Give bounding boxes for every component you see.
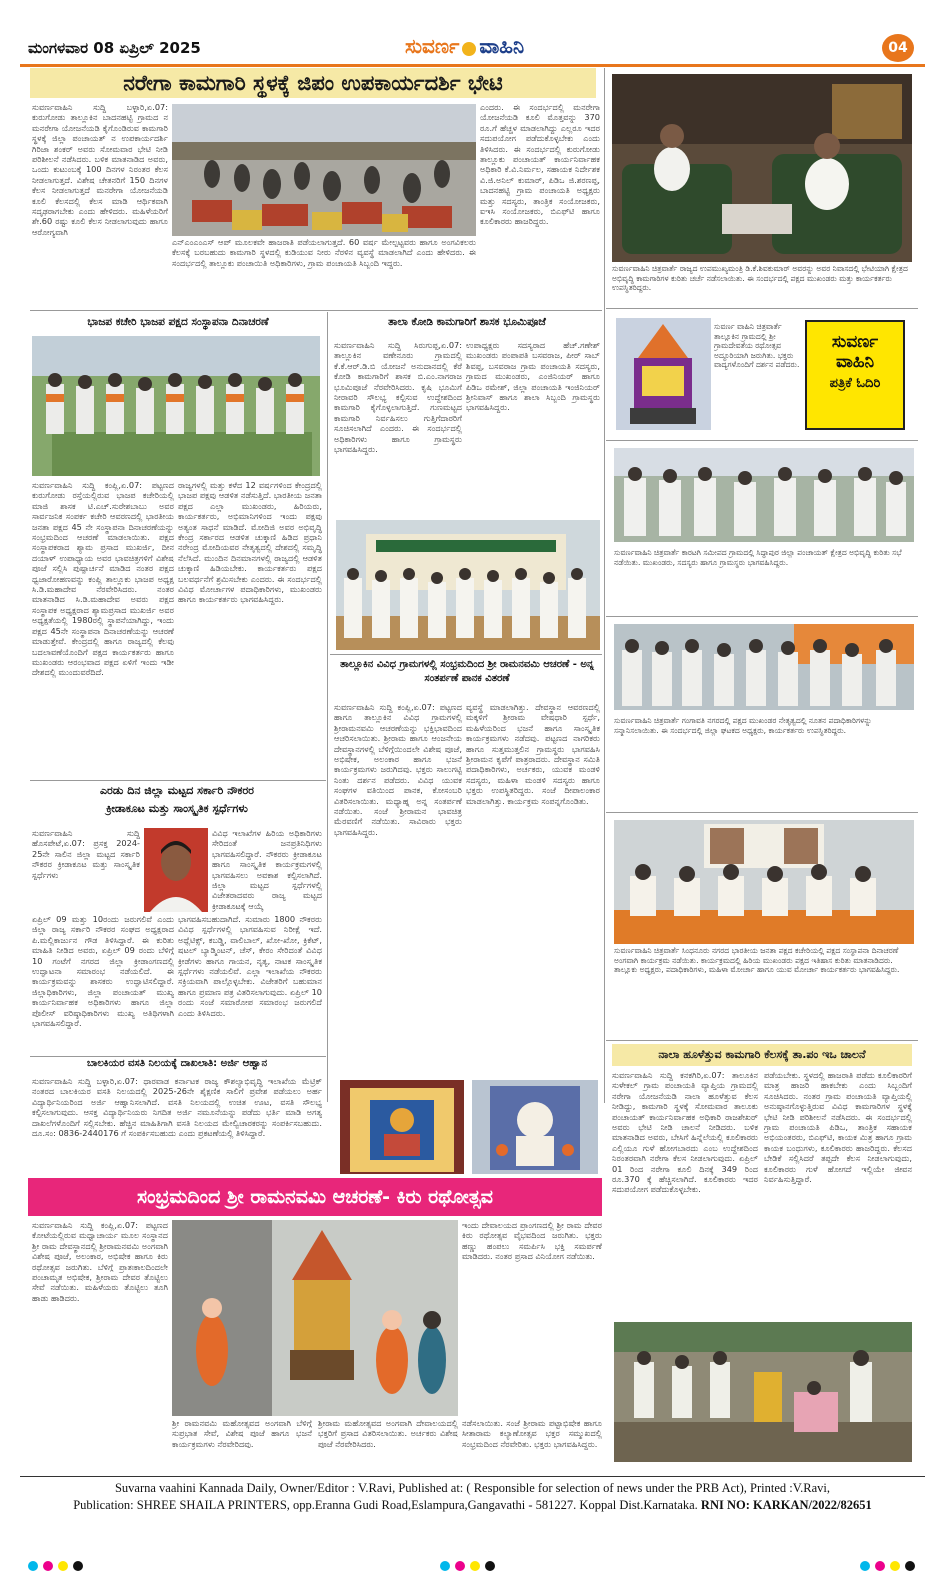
sports-beside: ವಿವಿಧ ಇಲಾಖೆಗಳ ಹಿರಿಯ ಅಧಿಕಾರಿಗಳು ಸೇರಿದಂತೆ ಜನಪ್ರತಿನಿಧಿಗಳು ಭಾಗವಹಿಸಲಿದ್ದಾರೆ. ನೌಕರರು ಕ್ರೀಡಾಕೂಟ ಹಾಗೂ ಸಾಂಸ್ಕೃತಿಕ ಕಾರ್ಯಕ್ರಮಗಳಲ್ಲಿ ಭಾಗವಹಿಸಲು ಅವಕಾಶ ಕಲ್ಪಿಸಲಾಗಿದೆ. ಜಿಲ್ಲಾ ಮಟ್ಟದ ಸ್ಪರ್ಧೆಗಳಲ್ಲಿ ವಿಜೇತರಾದವರು ರಾಜ್ಯ ಮಟ್ಟದ ಕ್ರೀಡಾಕೂಟಕ್ಕೆ ಆಯ್ಕೆ — [212, 828, 322, 911]
sports-right-text: ಭಾಗವಹಿಸಬಹುದಾಗಿದೆ. ಸುಮಾರು 1800 ನೌಕರರು ವಿವಿಧ ಸ್ಪರ್ಧೆಗಳಲ್ಲಿ ಭಾಗವಹಿಸುವ ನಿರೀಕ್ಷೆ ಇದೆ. ಅಥ್ಲೆಟಿಕ್ಸ್, ಕಬಡ್ಡಿ, ವಾಲಿಬಾಲ್, ಖೋ-ಖೋ, ಕ್ರಿಕೆಟ್, ಷಟಲ್ ಬ್ಯಾಡ್ಮಿಂಟನ್, ಚೆಸ್, ಕೇರಂ ಸೇರಿದಂತೆ ವಿವಿಧ ಕ್ರೀಡೆಗಳು ಹಾಗೂ ಗಾಯನ, ನೃತ್ಯ, ನಾಟಕ ಸಾಂಸ್ಕೃತಿಕ ಸ್ಪರ್ಧೆಗಳು ನಡೆಯಲಿವೆ. ಎಲ್ಲಾ ಇಲಾಖೆಯ ನೌಕರರು ಸಕ್ರಿಯವಾಗಿ ಪಾಲ್ಗೊಳ್ಳಬೇಕು. ವಿಜೇತರಿಗೆ ಬಹುಮಾನ ಹಾಗೂ ಪ್ರಮಾಣ ಪತ್ರ ವಿತರಿಸಲಾಗುವುದು. ಏಪ್ರಿಲ್ 10 ರಂದು ಸಂಜೆ ಸಮಾರೋಪ ಸಮಾರಂಭ ಜರುಗಲಿದೆ ಎಂದು ತಿಳಿಸಿದರು. — [178, 914, 322, 1018]
canal-headline: ನಾಲಾ ಹೂಳೆತ್ತುವ ಕಾಮಗಾರಿ ಕೆಲಸಕ್ಕೆ ತಾ.ಪಂ ಇಒ ಚಾಲನೆ — [658, 1048, 866, 1061]
sports-headline — [30, 784, 324, 822]
story1-caption: ಎನ್‍ಎಂಎಂಎಸ್ ಆಪ್ ಮೂಲಕವೇ ಹಾಜರಾತಿ ಪಡೆಯಲಾಗುತ್ತದೆ. 60 ವರ್ಷ ಮೇಲ್ಪಟ್ಟವರು ಹಾಗೂ ಅಂಗವಿಕಲರು ಕೆಲಸಕ್ಕೆ ಬರಬಹುದು ಕಾಮಗಾರಿ ಸ್ಥಳದಲ್ಲಿ ಕುಡಿಯುವ ನೀರು ನೆರಳಿನ ವ್ಯವಸ್ಥೆ ಮಾಡಲಾಗಿದೆ ಎಂದು ಹೇಳಿದರು. ಈ ಸಂದರ್ಭದಲ್ಲಿ ತಾಲ್ಲೂಕು ಪಂಚಾಯಿತಿ ಅಧಿಕಾರಿಗಳು, ಗ್ರಾಮ ಪಂಚಾಯತಿ ಸಿಬ್ಬಂದಿ ಇದ್ದರು. — [172, 237, 476, 268]
chariot-photo — [616, 318, 711, 430]
bjp-right-text: ರಾಜ್ಯಗಳಲ್ಲಿ ಮತ್ತು ಕಳೆದ 12 ವರ್ಷಗಳಿಂದ ಕೇಂದ್ರದಲ್ಲಿ ಭಾಜಪ ಪಕ್ಷವು ಆಡಳಿತ ನಡೆಸುತ್ತಿದೆ. ಭಾರತೀಯ ಜನತಾ ಪಕ್ಷದ ಎಲ್ಲಾ ಮುಖಂಡರು, ಹಿರಿಯರು, ಕಾರ್ಯಕರ್ತರು, ಅಭಿಮಾನಿಗಳಿಂದ ಇಂದು ಪಕ್ಷವು ಅತ್ಯಂತ ಸಾಧನೆ ಮಾಡಿದೆ. ಮೋದಿಜಿ ಅವರ ಅಭಿವೃದ್ಧಿ ಕೇಂದ್ರ ಸರ್ಕಾರದ ಆಡಳಿತ ಚುಕ್ಕಾಣಿ ಹಿಡಿದ ಪ್ರಧಾನಿ ನರೇಂದ್ರ ಮೋದಿಯವರ ನೇತೃತ್ವದಲ್ಲಿ ದೇಶದಲ್ಲಿ ಸಮೃದ್ಧಿ ನೆಲೆಸಿದೆ. ಮುಂದಿನ ದಿನಮಾನಗಳಲ್ಲಿ ರಾಜ್ಯದಲ್ಲಿ ಆಡಳಿತ ಚುಕ್ಕಾಣಿ ಹಿಡಿಯಬೇಕು. ಕಾರ್ಯಕರ್ತರು ಪಕ್ಷದ ಬಲವರ್ಧನೆಗೆ ಶ್ರಮಿಸಬೇಕು ಎಂದರು. ಈ ಸಂದರ್ಭದಲ್ಲಿ ವಿವಿಧ ಮೋರ್ಚಾಗಳ ಪದಾಧಿಕಾರಿಗಳು, ಮುಖಂಡರು ಹಾಗೂ ಕಾರ್ಯಕರ್ತರು ಭಾಗವಹಿಸಿದ್ದರು. — [178, 480, 322, 605]
footer-rni: RNI NO: KARKAN/2022/82651 — [700, 1498, 872, 1512]
rama1-headline-text: ತಾಲ್ಲೂಕಿನ ವಿವಿಧ ಗ್ರಾಮಗಳಲ್ಲಿ ಸಂಭ್ರಮದಿಂದ ಶ್ರೀ ರಾಮನವಮಿ ಆಚರಣೆ - ಅನ್ನ ಸಂತರ್ಪಣೆ ಪಾನಕ ವಿತರಣೆ — [340, 659, 594, 684]
main-headline-banner — [30, 68, 596, 98]
sports-headline-line1: ಎರಡು ದಿನ ಜಿಲ್ಲಾ ಮಟ್ಟದ ಸರ್ಕಾರಿ ನೌಕರರ — [100, 784, 254, 797]
bhoomi-pooja-photo — [336, 520, 600, 650]
canal-left-text: ಸುವರ್ಣವಾಹಿನಿ ಸುದ್ದಿ ಕನಕಗಿರಿ,ಏ.07: ತಾಲೂಕಿನ ಸುಳೇಕಲ್ ಗ್ರಾಮ ಪಂಚಾಯತಿ ವ್ಯಾಪ್ತಿಯ ಗ್ರಾಮದಲ್ಲಿ ನರೇಗಾ ಯೋಜನೆಯಡಿ ನಾಲಾ ಹೂಳೆತ್ತುವ ಕೆಲಸ ನೀಡಿದ್ದು, ಕಾಮಗಾರಿ ಸ್ಥಳಕ್ಕೆ ಸೋಮವಾರ ತಾಲೂಕು ಪಂಚಾಯತ್ ಕಾರ್ಯನಿರ್ವಾಹಕ ಅಧಿಕಾರಿ ರಾಜಶೇಖರ್ ಅವರು ಭೇಟಿ ನೀಡಿ ಚಾಲನೆ ನೀಡಿದರು. ಬಳಿಕ ಮಾತನಾಡಿದ ಅವರು, ಬೇಸಿಗೆ ಹಿನ್ನೆಲೆಯಲ್ಲಿ ಕೂಲಿಕಾರರು ಎಲ್ಲಿಯೂ ಗುಳೆ ಹೋಗಬಾರದು ಎಂಬ ಉದ್ದೇಶದಿಂದ ನಿರಂತರವಾಗಿ ನರೇಗಾ ಕೆಲಸ ನೀಡಲಾಗುವುದು. ಏಪ್ರಿಲ್ 01 ರಿಂದ ನರೇಗಾ ಕೂಲಿ ದಿನಕ್ಕೆ 349 ರಿಂದ ರೂ.370 ಕ್ಕೆ ಹೆಚ್ಚಿಸಲಾಗಿದೆ. ಕೂಲಿಕಾರರು ಇದರ ಸದುಪಯೋಗ ಪಡೆದುಕೊಳ್ಳಬೇಕು. — [612, 1070, 758, 1195]
cm-meeting-caption: ಸುವರ್ಣವಾಹಿನಿ ಚಿತ್ರವಾರ್ತೆ ರಾಜ್ಯದ ಉಪಮುಖ್ಯಮಂತ್ರಿ ಡಿ.ಕೆ.ಶಿವಕುಮಾರ್ ಅವರನ್ನು ಅವರ ನಿವಾಸದಲ್ಲಿ ಭೇಟಿಯಾಗಿ ಕ್ಷೇತ್ರದ ಅಭಿವೃದ್ಧಿ ಕಾಮಗಾರಿಗಳ ಕುರಿತು ಚರ್ಚೆ ನಡೆಸಲಾಯಿತು. ಈ ಸಂದರ್ಭದಲ್ಲಿ ಪಕ್ಷದ ಮುಖಂಡರು ಮತ್ತು ಕಾರ್ಯಕರ್ತರು ಉಪಸ್ಥಿತರಿದ್ದರು. — [612, 264, 908, 293]
rama2-caption-left: ಶ್ರೀ ರಾಮನವಮಿ ಮಹೋತ್ಸವದ ಅಂಗವಾಗಿ ಬೆಳಿಗ್ಗೆ ಸುಪ್ರಭಾತ ಸೇವೆ, ವಿಶೇಷ ಪೂಜೆ ಹಾಗೂ ಭಜನೆ ಕಾರ್ಯಕ್ರಮಗಳು ನೆರವೇರಿದವು. — [172, 1418, 312, 1449]
temple-caption: ಸುವರ್ಣ ವಾಹಿನಿ ಚಿತ್ರವಾರ್ತೆ ತಾಲ್ಲೂಕಿನ ಗ್ರಾಮದಲ್ಲಿ ಶ್ರೀ ಗ್ರಾಮದೇವತೆಯ ರಥೋತ್ಸವ ಅದ್ಧೂರಿಯಾಗಿ ಜರುಗಿತು. ಭಕ್ತರು ವಾದ್ಯಗಳೊಂದಿಗೆ ದರ್ಶನ ಪಡೆದರು. — [714, 322, 800, 370]
ad-line2: ವಾಹಿನಿ — [835, 352, 875, 372]
registration-dots-left — [28, 1556, 88, 1575]
group-photo-2-caption: ಸುವರ್ಣವಾಹಿನಿ ಚಿತ್ರವಾರ್ತೆ ಗಂಗಾವತಿ ನಗರದಲ್ಲಿ ಪಕ್ಷದ ಮುಖಂಡರ ನೇತೃತ್ವದಲ್ಲಿ ನೂತನ ಪದಾಧಿಕಾರಿಗಳನ್ನು ಸನ್ಮಾನಿಸಲಾಯಿತು. ಈ ಸಂದರ್ಭದಲ್ಲಿ ಜಿಲ್ಲಾ ಘಟಕದ ಅಧ್ಯಕ್ಷರು, ಕಾರ್ಯಕರ್ತರು ಉಪಸ್ಥಿತರಿದ್ದರು. — [614, 716, 872, 735]
divider — [30, 310, 602, 311]
official-portrait — [144, 828, 208, 912]
tank-right-text: ಉಪಾಧ್ಯಕ್ಷರು ಸದಸ್ಯರಾದ ಹೆಚ್.ಗಣೇಶ್ ಮುಖಂಡರು ಪಂಪಾಪತಿ ಬಸವರಾಜ, ಪೀರ್ ಸಾಬ್ ಶಿವಪ್ಪ, ಬಸವರಾಜ ಗ್ರಾಮ ಪಂಚಾಯತಿ ಸದಸ್ಯರು, ಗ್ರಾಮದ ಮುಖಂಡರು, ಎಂಜಿನಿಯರ್ ಹಾಗೂ ಪಿಡಿಒ ರಮೇಶ್, ಜಿಲ್ಲಾ ಪಂಚಾಯತಿ ಇಂಜಿನಿಯರ್ ಶ್ರೀನಿವಾಸ್ ಹಾಗೂ ಶಾಲಾ ಸಿಬ್ಬಂದಿ ಗ್ರಾಮಸ್ಥರು ಭಾಗವಹಿಸಿದ್ದರು. — [466, 340, 600, 413]
footer-line2-wrap — [20, 1497, 925, 1514]
canal-photo — [614, 1322, 912, 1462]
sports-left-text: ಏಪ್ರಿಲ್ 09 ಮತ್ತು 10ರಂದು ಜರುಗಲಿವೆ ಎಂದು ಜಿಲ್ಲಾ ರಾಜ್ಯ ಸರ್ಕಾರಿ ನೌಕರರ ಸಂಘದ ಅಧ್ಯಕ್ಷರಾದ ಪಿ.ಮಲ್ಲಿಕಾರ್ಜುನ ಗೌಡ ತಿಳಿಸಿದ್ದಾರೆ. ಈ ಕುರಿತು ಮಾಹಿತಿ ನೀಡಿದ ಅವರು, ಏಪ್ರಿಲ್ 09 ರಂದು ಬೆಳಿಗ್ಗೆ 10 ಗಂಟೆಗೆ ನಗರದ ಜಿಲ್ಲಾ ಕ್ರೀಡಾಂಗಣದಲ್ಲಿ ಉದ್ಘಾಟನಾ ಸಮಾರಂಭ ನಡೆಯಲಿದೆ. ಈ ಕಾರ್ಯಕ್ರಮವನ್ನು ಶಾಸಕರು ಉದ್ಘಾಟಿಸಲಿದ್ದಾರೆ. ಜಿಲ್ಲಾಧಿಕಾರಿಗಳು, ಜಿಲ್ಲಾ ಪಂಚಾಯತ್ ಮುಖ್ಯ ಕಾರ್ಯನಿರ್ವಾಹಕ ಅಧಿಕಾರಿಗಳು ಹಾಗೂ ಜಿಲ್ಲಾ ಪೊಲೀಸ್ ವರಿಷ್ಠಾಧಿಕಾರಿಗಳು ಮುಖ್ಯ ಅತಿಥಿಗಳಾಗಿ ಭಾಗವಹಿಸಲಿದ್ದಾರೆ. — [32, 914, 174, 1029]
masthead-date: ಮಂಗಳವಾರ 08 ಏಪ್ರಿಲ್ 2025 — [28, 39, 201, 57]
divider — [604, 68, 605, 1103]
divider — [606, 308, 918, 309]
rama1-headline — [334, 658, 600, 698]
logo-right-text: ವಾಹಿನಿ — [479, 34, 525, 58]
footer-rule — [20, 1476, 925, 1477]
masthead — [20, 34, 925, 64]
registration-dots-right — [860, 1556, 920, 1575]
canal-right-text: ಪಡೆಯಬೇಕು. ಸ್ಥಳದಲ್ಲಿ ಹಾಜರಾತಿ ಪಡೆದು ಕೂಲಿಕಾರರಿಗೆ ಮಾತ್ರ ಹಾಜರಿ ಹಾಕಬೇಕು ಎಂದು ಸಿಬ್ಬಂದಿಗೆ ಸೂಚಿಸಿದರು. ನಂತರ ಗ್ರಾಮ ಪಂಚಾಯತಿ ವ್ಯಾಪ್ತಿಯಲ್ಲಿ ಅನುಷ್ಠಾನಗೊಳ್ಳುತ್ತಿರುವ ವಿವಿಧ ಕಾಮಗಾರಿಗಳ ಸ್ಥಳಕ್ಕೆ ಭೇಟಿ ನೀಡಿ ಪರಿಶೀಲನೆ ನಡೆಸಿದರು. ಈ ಸಂದರ್ಭದಲ್ಲಿ ಗ್ರಾಮ ಪಂಚಾಯತಿ ಪಿಡಿಒ, ತಾಂತ್ರಿಕ ಸಹಾಯಕ ಅಭಿಯಂತರರು, ಬಿಎಫ್‍ಟಿ, ಕಾಯಕ ಮಿತ್ರ ಹಾಗೂ ಗ್ರಾಮ ಕಾಯಕ ಬಂಧುಗಳು, ಕೂಲಿಕಾರರು ಹಾಜರಿದ್ದರು. ಕೆಲಸದ ಬೇಡಿಕೆ ಸಲ್ಲಿಸಿದರೆ ತಪ್ಪದೇ ಕೆಲಸ ನೀಡಲಾಗುವುದು, ಕೂಲಿಕಾರರು ಗುಳೆ ಹೋಗದೆ ಇಲ್ಲಿಯೇ ಜೀವನ ನಿರ್ವಹಿಸುತ್ತಿದ್ದಾರೆ. — [764, 1070, 912, 1185]
read-suvarna-ad — [805, 320, 905, 430]
rama1-left-text: ಸುವರ್ಣವಾಹಿನಿ ಸುದ್ದಿ ಕಂಪ್ಲಿ,ಏ.07: ಪಟ್ಟಣದ ಹಾಗೂ ತಾಲ್ಲೂಕಿನ ವಿವಿಧ ಗ್ರಾಮಗಳಲ್ಲಿ ಶ್ರೀರಾಮನವಮಿ ಆಚರಣೆಯನ್ನು ಭಕ್ತಿಭಾವದಿಂದ ಆಚರಿಸಲಾಯಿತು. ಶ್ರೀರಾಮ ಹಾಗೂ ಆಂಜನೇಯ ದೇವಸ್ಥಾನಗಳಲ್ಲಿ ಬೆಳಿಗ್ಗೆಯಿಂದಲೇ ವಿಶೇಷ ಪೂಜೆ, ಅಭಿಷೇಕ, ಅಲಂಕಾರ ಹಾಗೂ ಭಜನೆ ಕಾರ್ಯಕ್ರಮಗಳು ಜರುಗಿದವು. ಭಕ್ತರು ಸಾಲುಗಟ್ಟಿ ನಿಂತು ದರ್ಶನ ಪಡೆದರು. ವಿವಿಧ ಯುವಕ ಸಂಘಗಳ ವತಿಯಿಂದ ಪಾನಕ, ಕೋಸಂಬರಿ ವಿತರಿಸಲಾಯಿತು. ಮಧ್ಯಾಹ್ನ ಅನ್ನ ಸಂತರ್ಪಣೆ ನಡೆಯಿತು. ಸಂಜೆ ಶ್ರೀರಾಮನ ಭಾವಚಿತ್ರ ಮೆರವಣಿಗೆ ನಡೆಯಿತು. ಸಾವಿರಾರು ಭಕ್ತರು ಭಾಗವಹಿಸಿದ್ದರು. — [334, 702, 462, 837]
meeting-photo — [612, 74, 912, 262]
rama2-headline: ಸಂಭ್ರಮದಿಂದ ಶ್ರೀ ರಾಮನವಮಿ ಆಚರಣೆ- ಕಿರು ರಥೋತ್ಸವ — [137, 1186, 493, 1208]
nrega-workers-photo — [172, 104, 476, 236]
chariot-procession-photo — [172, 1220, 458, 1416]
divider — [30, 1056, 326, 1057]
logo-left-text: ಸುವರ್ಣ — [405, 34, 460, 58]
temple-photo — [616, 318, 711, 430]
page-number-badge — [882, 34, 914, 62]
group-photo-3-caption: ಸುವರ್ಣವಾಹಿನಿ ಚಿತ್ರವಾರ್ತೆ ಸಿಂಧನೂರು ನಗರದ ಭಾರತೀಯ ಜನತಾ ಪಕ್ಷದ ಕಚೇರಿಯಲ್ಲಿ ಪಕ್ಷದ ಸಂಸ್ಥಾಪನಾ ದಿನಾಚರಣೆ ಅಂಗವಾಗಿ ಕಾರ್ಯಕ್ರಮ ನಡೆಯಿತು. ಕಾರ್ಯಕ್ರಮದಲ್ಲಿ ಹಿರಿಯ ಮುಖಂಡರು ಪಕ್ಷದ ಇತಿಹಾಸ ಕುರಿತು ಮಾತನಾಡಿದರು. ತಾಲ್ಲೂಕು ಅಧ್ಯಕ್ಷರು, ಪದಾಧಿಕಾರಿಗಳು, ಮಹಿಳಾ ಮೋರ್ಚಾ ಹಾಗೂ ಯುವ ಮೋರ್ಚಾ ಕಾರ್ಯಕರ್ತರು ಭಾಗವಹಿಸಿದ್ದರು. — [614, 946, 900, 975]
rama2-photo — [172, 1220, 458, 1416]
group-photo-1-caption: ಸುವರ್ಣವಾಹಿನಿ ಚಿತ್ರವಾರ್ತೆ ಕಾರಟಗಿ ಸಮೀಪದ ಗ್ರಾಮದಲ್ಲಿ ಸಿದ್ಧಾಪುರ ಜಿಲ್ಲಾ ಪಂಚಾಯತ್ ಕ್ಷೇತ್ರದ ಅಭಿವೃದ್ಧಿ ಕುರಿತು ಸಭೆ ನಡೆಯಿತು. ಮುಖಂಡರು, ಸದಸ್ಯರು ಹಾಗೂ ಗ್ರಾಮಸ್ಥರು ಭಾಗವಹಿಸಿದ್ದರು. — [614, 548, 902, 567]
bjp-founding-day-photo — [32, 336, 320, 476]
page-number: 04 — [888, 40, 908, 56]
main-headline: ನರೇಗಾ ಕಾಮಗಾರಿ ಸ್ಥಳಕ್ಕೆ ಜಿಪಂ ಉಪಕಾರ್ಯದರ್ಶಿ ಭೇಟಿ — [123, 71, 503, 95]
divider — [606, 440, 918, 441]
felicitation-photo — [614, 624, 914, 710]
hostel-headline: ಬಾಲಕಿಯರ ವಸತಿ ನಿಲಯಕ್ಕೆ ದಾಖಲಾತಿ: ಅರ್ಜಿ ಆಹ್ವಾನ — [86, 1058, 268, 1069]
sports-headline-line2: ಕ್ರೀಡಾಕೂಟ ಮತ್ತು ಸಾಂಸ್ಕೃತಿಕ ಸ್ಪರ್ಧೆಗಳು — [106, 802, 248, 815]
rama-idol-photo-2 — [472, 1080, 598, 1174]
tank-left-text: ಸುವರ್ಣವಾಹಿನಿ ಸುದ್ದಿ ಸಿರುಗುಪ್ಪ,ಏ.07: ತಾಲ್ಲೂಕಿನ ವಣೇನೂರು ಗ್ರಾಮದಲ್ಲಿ ಕೆ.ಕೆ.ಆರ್.ಡಿ.ಬಿ ಯೋಜನೆ ಅನುದಾನದಲ್ಲಿ ಕೆರೆ ಕೋಡಿ ಕಾಮಗಾರಿಗೆ ಶಾಸಕ ಬಿ.ಎಂ.ನಾಗರಾಜ ಭೂಮಿಪೂಜೆ ನೆರವೇರಿಸಿದರು. ಕೃಷಿ ಭೂಮಿಗೆ ನೀರಾವರಿ ಸೌಲಭ್ಯ ಕಲ್ಪಿಸುವ ಉದ್ದೇಶದಿಂದ ಕಾಮಗಾರಿ ಕೈಗೊಳ್ಳಲಾಗುತ್ತಿದೆ. ಗುಣಮಟ್ಟದ ಕಾಮಗಾರಿ ನಿರ್ವಹಿಸಲು ಗುತ್ತಿಗೆದಾರರಿಗೆ ಸೂಚಿಸಲಾಗಿದೆ ಎಂದರು. ಈ ಸಂದರ್ಭದಲ್ಲಿ ಅಧಿಕಾರಿಗಳು ಹಾಗೂ ಗ್ರಾಮಸ್ಥರು ಭಾಗವಹಿಸಿದ್ದರು. — [334, 340, 462, 455]
person-portrait-photo — [144, 828, 208, 912]
party-meeting-photo — [614, 820, 914, 944]
canal-headline-banner — [612, 1044, 912, 1066]
bjp-photo — [32, 336, 320, 476]
masthead-logo — [405, 34, 524, 64]
logo-emblem-icon — [462, 42, 476, 56]
idol-photo — [340, 1080, 464, 1174]
rama2-right-text: ಇಂದು ದೇವಾಲಯದ ಪ್ರಾಂಗಣದಲ್ಲಿ ಶ್ರೀ ರಾಮ ದೇವರ ಕಿರು ರಥೋತ್ಸವ ವೈಭವದಿಂದ ಜರುಗಿತು. ಭಕ್ತರು ಹಣ್ಣು ಹಂಪಲು ಸಮರ್ಪಿಸಿ ಭಕ್ತಿ ಸಮರ್ಪಣೆ ಮಾಡಿದರು. ನಂತರ ಪ್ರಸಾದ ವಿನಿಯೋಗ ನಡೆಯಿತು. — [462, 1220, 602, 1262]
divider — [327, 312, 328, 1102]
divider — [606, 616, 918, 617]
ad-line1: ಸುವರ್ಣ — [831, 332, 879, 352]
story1-photo — [172, 104, 476, 236]
divider — [606, 1040, 918, 1041]
tank-headline: ತಾಲಾ ಕೋಡಿ ಕಾಮಗಾರಿಗೆ ಶಾಸಕ ಭೂಮಿಪೂಜೆ — [388, 316, 546, 328]
bjp-left-text: ಸುವರ್ಣವಾಹಿನಿ ಸುದ್ದಿ ಕಂಪ್ಲಿ,ಏ.07: ಪಟ್ಟಣದ ಕುರುಗೋಡು ರಸ್ತೆಯಲ್ಲಿರುವ ಭಾಜಪ ಕಚೇರಿಯಲ್ಲಿ ಮಾಜಿ ಶಾಸಕ ಟಿ.ಎಚ್.ಸುರೇಶಬಾಬು ಅವರ ಸಾರ್ವಜನಿಕ ಸಂಪರ್ಕ ಕಚೇರಿ ಆವರಣದಲ್ಲಿ ಭಾರತೀಯ ಜನತಾ ಪಕ್ಷದ 45 ನೇ ಸಂಸ್ಥಾಪನಾ ದಿನಾಚರಣೆಯನ್ನು ಸಂಭ್ರಮದಿಂದ ಆಚರಣೆ ಮಾಡಲಾಯಿತು. ಪಕ್ಷದ ಸಂಸ್ಥಾಪಕರಾದ ಶ್ಯಾಮ ಪ್ರಸಾದ ಮುಖರ್ಜಿ, ದೀನ ದಯಾಳ್ ಉಪಾಧ್ಯಾಯ ಅವರ ಭಾವಚಿತ್ರಗಳಿಗೆ ವಿಶೇಷ ಪೂಜೆ ಸಲ್ಲಿಸಿ ಪುಷ್ಪಾರ್ಚನೆ ಮಾಡಿದ ನಂತರ ಪಕ್ಷದ ಧ್ವಜಾರೋಹಣವನ್ನು ಕಂಪ್ಲಿ ತಾಲ್ಲೂಕು ಭಾಜಪ ಅಧ್ಯಕ್ಷ ಸಿ.ಡಿ.ಮಹಾದೇವ ನೆರವೇರಿಸಿದರು. ನಂತರ ಮಾತನಾಡಿದ ಸಿ.ಡಿ.ಮಹಾದೇವ ಅವರು ಪಕ್ಷದ ಸಂಸ್ಥಾಪಕ ಅಧ್ಯಕ್ಷರಾದ ಶ್ಯಾಮಪ್ರಸಾದ ಮುಖರ್ಜಿ ಅವರ ಅಧ್ಯಕ್ಷತೆಯಲ್ಲಿ 1980ರಲ್ಲಿ ಸ್ಥಾಪನೆಯಾಗಿದ್ದು, ಇಂದು ಪಕ್ಷದ 45ನೇ ಸಂಸ್ಥಾಪನಾ ದಿನಾಚರಣೆಯನ್ನು ಆಚರಣೆ ಮಾಡುತ್ತೇವೆ. ಕೇಂದ್ರದಲ್ಲಿ ಹಾಗೂ ರಾಜ್ಯದಲ್ಲಿ ಕೆಲವು ಬದಲಾವಣೆಯೊಂದಿಗೆ ಪಕ್ಷದ ಕಾರ್ಯಕರ್ತರು ಹಾಗೂ ಮುಖಂಡರು ಆರಂಭವಾದ ಪಕ್ಷದ ಏಳಿಗೆ ಇಂದು ಇಡೀ ದೇಶದಲ್ಲಿ ಮುಂದುವರೆದಿದೆ. — [32, 480, 174, 678]
footer-line2: Publication: SHREE SHAILA PRINTERS, opp.Eranna Gudi Road,Eslampura,Gangavathi - 581227. Koppal Dist.Karnataka. — [73, 1498, 698, 1512]
rama2-right2-text: ನಡೆಸಲಾಯಿತು. ಸಂಜೆ ಶ್ರೀರಾಮ ಪಟ್ಟಾಭಿಷೇಕ ಹಾಗೂ ಸೀತಾರಾಮ ಕಲ್ಯಾಣೋತ್ಸವ ಭಕ್ತರ ಸಮ್ಮುಖದಲ್ಲಿ ಸಂಭ್ರಮದಿಂದ ನೆರವೇರಿತು. ಭಕ್ತರು ಭಾಗವಹಿಸಿದ್ದರು. — [462, 1418, 602, 1449]
ad-line3: ಪತ್ರಿಕೆ ಓದಿರಿ — [829, 376, 881, 391]
group-photo-3 — [614, 820, 914, 944]
registration-dots-center — [440, 1556, 500, 1575]
rama-idol-photo-1 — [340, 1080, 464, 1174]
footer-line1: Suvarna vaahini Kannada Daily, Owner/Editor : V.Ravi, Published at: ( Responsible for selection of news under the PRB Act), Printed :V.Ravi, — [114, 1481, 831, 1495]
rama2-headline-banner — [28, 1178, 602, 1216]
rama2-left-text: ಸುವರ್ಣವಾಹಿನಿ ಸುದ್ದಿ ಕಂಪ್ಲಿ,ಏ.07: ಪಟ್ಟಣದ ಕೋಟೆಯಲ್ಲಿರುವ ಮಧ್ವಾಚಾರ್ಯ ಮೂಲ ಸಂಸ್ಥಾನದ ಶ್ರೀ ರಾಮ ದೇವಸ್ಥಾನದಲ್ಲಿ ಶ್ರೀರಾಮನವಮಿ ಅಂಗವಾಗಿ ವಿಶೇಷ ಪೂಜೆ, ಅಲಂಕಾರ, ಅಭಿಷೇಕ ಹಾಗೂ ಕಿರು ರಥೋತ್ಸವ ಜರುಗಿತು. ಬೆಳಿಗ್ಗೆ ಪ್ರಾತಃಕಾಲದಿಂದಲೇ ಪಂಚಾಮೃತ ಅಭಿಷೇಕ, ಶ್ರೀರಾಮ ದೇವರ ತೊಟ್ಟಿಲು ಸೇವೆ ನಡೆಯಿತು. ಮಹಿಳೆಯರು ತೊಟ್ಟಿಲು ತೂಗಿ ಹಾಡು ಹಾಡಿದರು. — [32, 1220, 168, 1303]
shrine-photo — [472, 1080, 598, 1174]
masthead-rule — [20, 64, 925, 67]
bjp-headline: ಭಾಜಪ ಕಚೇರಿ ಭಾಜಪ ಪಕ್ಷದ ಸಂಸ್ಥಾಪನಾ ದಿನಾಚರಣೆ — [87, 316, 269, 328]
group-photo-1 — [614, 448, 914, 542]
story1-intro: ಸುವರ್ಣವಾಹಿನಿ ಸುದ್ದಿ ಬಳ್ಳಾರಿ,ಏ.07: ಕುರುಗೋಡು ತಾಲ್ಲೂಕಿನ ಬಾದನಹಟ್ಟಿ ಗ್ರಾಮದ ನ ಮನರೇಗಾ ಯೋಜನೆಯಡಿ ಕೈಗೊಂಡಿರುವ ಕಾಮಗಾರಿ ಸ್ಥಳಕ್ಕೆ ಜಿಲ್ಲಾ ಪಂಚಾಯತ್ ನ ಉಪಕಾರ್ಯದರ್ಶಿ ಗಿರಿಜಾ ಶಂಕರ್ ಅವರು ಸೋಮವಾರ ಭೇಟಿ ನೀಡಿ ಪರಿಶೀಲನೆ ನಡೆಸಿದರು. ಬಳಿಕ ಮಾತನಾಡಿದ ಅವರು, ಒಂದು ಕುಟುಂಬಕ್ಕೆ 100 ದಿನಗಳ ನಿರಂತರ ಕೆಲಸ ನೀಡಲಾಗುತ್ತದೆ. ವಿಶೇಷ ಚೇತನರಿಗೆ 150 ದಿನಗಳ ಕೆಲಸ ನೀಡಲಾಗುತ್ತದೆ ಮನರೇಗಾ ಯೋಜನೆಯಡಿ ಕೂಲಿ ಕೆಲಸದಲ್ಲಿ ಕೆಲಸ ಮಾಡಿ ಆರ್ಥಿಕವಾಗಿ ಸದೃಢರಾಗಬೇಕು ಎಂದು ಹೇಳಿದರು. ಮಹಿಳೆಯರಿಗೆ ಶೇ.60 ರಷ್ಟು ಕೂಲಿ ಕೆಲಸ ನೀಡಲಾಗುವುದು ಹಾಗೂ ಆರೋಗ್ಯವಾಗಿ — [32, 102, 168, 237]
hostel-body: ಸುವರ್ಣವಾಹಿನಿ ಸುದ್ದಿ ಬಳ್ಳಾರಿ,ಏ.07: ಧಾರವಾಡ ಕರ್ನಾಟಕ ರಾಜ್ಯ ಕೌಶಲ್ಯಾಭಿವೃದ್ಧಿ ಇಲಾಖೆಯ ಮೆಟ್ರಿಕ್ ನಂತರದ ಬಾಲಕಿಯರ ವಸತಿ ನಿಲಯದಲ್ಲಿ 2025-26ನೇ ಶೈಕ್ಷಣಿಕ ಸಾಲಿಗೆ ಪ್ರವೇಶ ಪಡೆಯಲು ಅರ್ಹ ವಿದ್ಯಾರ್ಥಿನಿಯರಿಂದ ಅರ್ಜಿ ಆಹ್ವಾನಿಸಲಾಗಿದೆ. ವಸತಿ ನಿಲಯದಲ್ಲಿ ಉಚಿತ ಊಟ, ವಸತಿ ಸೌಲಭ್ಯ ಕಲ್ಪಿಸಲಾಗುವುದು. ಆಸಕ್ತ ವಿದ್ಯಾರ್ಥಿನಿಯರು ನಿಗದಿತ ಅರ್ಜಿ ನಮೂನೆಯನ್ನು ಪಡೆದು ಭರ್ತಿ ಮಾಡಿ ಅಗತ್ಯ ದಾಖಲೆಗಳೊಂದಿಗೆ ಸಲ್ಲಿಸಬೇಕು. ಹೆಚ್ಚಿನ ಮಾಹಿತಿಗಾಗಿ ವಸತಿ ನಿಲಯದ ಮೇಲ್ವಿಚಾರಕರನ್ನು ಸಂಪರ್ಕಿಸಬಹುದು. ದೂ.ಸಂ: 0836-2440176 ಗೆ ಸಂಪರ್ಕಿಸಬಹುದು ಎಂದು ಪ್ರಕಟಣೆಯಲ್ಲಿ ತಿಳಿಸಿದ್ದಾರೆ. — [32, 1076, 322, 1139]
sports-intro: ಸುವರ್ಣವಾಹಿನಿ ಸುದ್ದಿ ಹೊಸಪೇಟೆ,ಏ.07: ಪ್ರಸಕ್ತ 2024-25ನೇ ಸಾಲಿನ ಜಿಲ್ಲಾ ಮಟ್ಟದ ಸರ್ಕಾರಿ ನೌಕರರ ಕ್ರೀಡಾಕೂಟ ಮತ್ತು ಸಾಂಸ್ಕೃತಿಕ ಸ್ಪರ್ಧೆಗಳು — [32, 828, 140, 880]
rama1-right-text: ವ್ಯವಸ್ಥೆ ಮಾಡಲಾಗಿತ್ತು. ದೇವಸ್ಥಾನ ಆವರಣದಲ್ಲಿ ಮಕ್ಕಳಿಗೆ ಶ್ರೀರಾಮ ವೇಷಧಾರಿ ಸ್ಪರ್ಧೆ, ಮಹಿಳೆಯರಿಂದ ಭಜನೆ ಹಾಗೂ ಸಾಂಸ್ಕೃತಿಕ ಕಾರ್ಯಕ್ರಮಗಳು ನಡೆದವು. ಪಟ್ಟಣದ ನಾಗರಿಕರು ಹಾಗೂ ಸುತ್ತಮುತ್ತಲಿನ ಗ್ರಾಮಸ್ಥರು ಭಾಗವಹಿಸಿ ಶ್ರೀರಾಮನ ಕೃಪೆಗೆ ಪಾತ್ರರಾದರು. ದೇವಸ್ಥಾನ ಸಮಿತಿ ಪದಾಧಿಕಾರಿಗಳು, ಅರ್ಚಕರು, ಯುವಕ ಮಂಡಳಿ ಸದಸ್ಯರು, ಮಹಿಳಾ ಮಂಡಳಿ ಸದಸ್ಯರು ಹಾಗೂ ಭಕ್ತರು ಉಪಸ್ಥಿತರಿದ್ದರು. ಸಂಜೆ ದೀಪಾಲಂಕಾರ ಮಾಡಲಾಗಿತ್ತು. ಕಾರ್ಯಕ್ರಮ ಸಂಪನ್ನಗೊಂಡಿತು. — [466, 702, 600, 806]
divider — [330, 654, 602, 655]
cm-meeting-photo — [612, 74, 912, 262]
footer — [20, 1480, 925, 1516]
story1-right: ಎಂದರು. ಈ ಸಂದರ್ಭದಲ್ಲಿ ಮನರೇಗಾ ಯೋಜನೆಯಡಿ ಕೂಲಿ ಮೊತ್ತವನ್ನು 370 ರೂ.ಗೆ ಹೆಚ್ಚಳ ಮಾಡಲಾಗಿದ್ದು ಎಲ್ಲರೂ ಇದರ ಸದುಪಯೋಗ ಪಡೆದುಕೊಳ್ಳಬೇಕು ಎಂದು ತಿಳಿಸಿದರು. ಈ ಸಂದರ್ಭದಲ್ಲಿ ಕುರುಗೋಡು ತಾಲ್ಲೂಕು ಪಂಚಾಯತ್ ಕಾರ್ಯನಿರ್ವಾಹಕ ಅಧಿಕಾರಿ ಕೆ.ವಿ.ನಿರ್ಮಲ, ಸಹಾಯಕ ನಿರ್ದೇಶಕ ವಿ.ಜಿ.ಅನಿಲ್ ಕುಮಾರ್, ಪಿಡಿಒ ಜಿ.ಶರಣಪ್ಪ, ಬಾದನಹಟ್ಟಿ ಗ್ರಾಮ ಪಂಚಾಯತಿ ಅಧ್ಯಕ್ಷರು ಮತ್ತು ಸದಸ್ಯರು, ತಾಂತ್ರಿಕ ಸಂಯೋಜಕರು, ಐಇಸಿ ಸಂಯೋಜಕರು, ಬಿಎಫ್‍ಟಿ ಹಾಗೂ ಕೂಲಿಕಾರರು ಹಾಜರಿದ್ದರು. — [480, 102, 600, 227]
rama2-caption-right: ಶ್ರೀರಾಮ ಮಹೋತ್ಸವದ ಅಂಗವಾಗಿ ದೇವಾಲಯದಲ್ಲಿ ಭಕ್ತರಿಗೆ ಪ್ರಸಾದ ವಿತರಿಸಲಾಯಿತು. ಅರ್ಚಕರು ವಿಶೇಷ ಪೂಜೆ ನೆರವೇರಿಸಿದರು. — [318, 1418, 458, 1449]
group-photo-2 — [614, 624, 914, 710]
divider — [606, 812, 918, 813]
villagers-group-photo — [614, 448, 914, 542]
divider — [30, 780, 326, 781]
canal-work-photo — [614, 1322, 912, 1462]
tank-photo — [336, 520, 600, 650]
